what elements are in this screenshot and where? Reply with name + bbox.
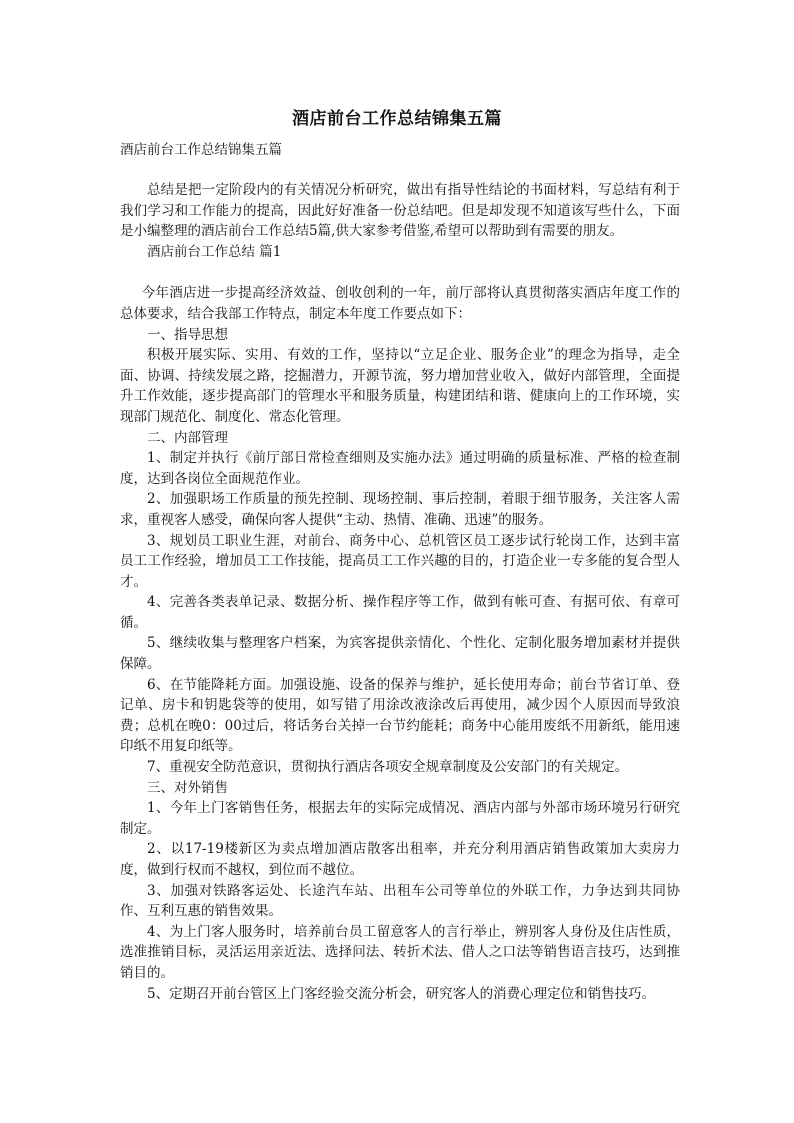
list-item: 7、重视安全防范意识，贯彻执行酒店各项安全规章制度及公安部门的有关规定。 bbox=[147, 759, 629, 776]
paragraph-overview: 今年酒店进一步提高经济效益、创收创利的一年，前厅部将认真贯彻落实酒店年度工作的总体要求，结合我部工作特点，制定本年度工作要点如下： bbox=[120, 285, 680, 322]
document-subtitle: 酒店前台工作总结锦集五篇 bbox=[120, 142, 282, 158]
list-item: 2、以17-19楼新区为卖点增加酒店散客出租率，并充分利用酒店销售政策加大卖房力度，做到行权而不越权，到位而不越位。 bbox=[120, 841, 680, 878]
section-heading-guiding-ideology: 一、指导思想 bbox=[147, 326, 228, 343]
document-title: 酒店前台工作总结锦集五篇 bbox=[292, 109, 502, 129]
list-item: 3、加强对铁路客运处、长途汽车站、出租车公司等单位的外联工作，力争达到共同协作、互利互惠的销售效果。 bbox=[120, 882, 680, 920]
list-item: 2、加强职场工作质量的预先控制、现场控制、事后控制，着眼于细节服务，关注客人需求，重视客人感受，确保向客人提供“主动、热情、准确、迅速”的服务。 bbox=[120, 491, 680, 528]
list-item: 5、继续收集与整理客户档案，为宾客提供亲情化、个性化、定制化服务增加素材并提供保障。 bbox=[120, 635, 680, 673]
list-item: 1、制定并执行《前厅部日常检查细则及实施办法》通过明确的质量标准、严格的检查制度，达到各岗位全面规范作业。 bbox=[120, 450, 680, 487]
list-item: 4、完善各类表单记录、数据分析、操作程序等工作，做到有帐可查、有据可依、有章可循。 bbox=[120, 594, 680, 631]
paragraph-intro: 总结是把一定阶段内的有关情况分析研究，做出有指导性结论的书面材料，写总结有利于我们学习和工作能力的提高，因此好好准备一份总结吧。但是却发现不知道该写些什么，下面是小编整理的酒店前台工作总结5篇,供大家参考借鉴,希望可以帮助到有需要的朋友。 bbox=[120, 182, 680, 240]
list-item: 4、为上门客人服务时，培养前台员工留意客人的言行举止，辨别客人身份及住店性质，选准推销目标，灵活运用亲近法、选择问法、转折术法、借人之口法等销售语言技巧，达到推销目的。 bbox=[120, 923, 680, 981]
section-heading-external-sales: 三、对外销售 bbox=[147, 779, 228, 796]
list-item: 3、规划员工职业生涯，对前台、商务中心、总机管区员工逐步试行轮岗工作，达到丰富员工工作经验，增加员工工作技能，提高员工工作兴趣的目的，打造企业一专多能的复合型人才。 bbox=[120, 532, 680, 590]
list-item: 1、今年上门客销售任务，根据去年的实际完成情况、酒店内部与外部市场环境另行研究制定。 bbox=[120, 800, 680, 837]
section-heading-part1: 酒店前台工作总结 篇1 bbox=[147, 243, 282, 260]
list-item: 6、在节能降耗方面。加强设施、设备的保养与维护，延长使用寿命；前台节省订单、登记单、房卡和钥匙袋等的使用，如写错了用涂改液涂改后再使用，减少因个人原因而导致浪费；总机在晚0：00过后，将话务台关掉一台节约能耗；商务中心能用废纸不用新纸，能用速印纸不用复印纸等。 bbox=[120, 676, 680, 755]
paragraph: 积极开展实际、实用、有效的工作，坚持以“立足企业、服务企业”的理念为指导，走全面、协调、持续发展之路，挖掘潜力，开源节流，努力增加营业收入，做好内部管理，全面提升工作效能，逐步提高部门的管理水平和服务质量，构建团结和谐、健康向上的工作环境，实现部门规范化、制度化、常态化管理。 bbox=[120, 347, 680, 425]
list-item: 5、定期召开前台管区上门客经验交流分析会，研究客人的消费心理定位和销售技巧。 bbox=[147, 985, 656, 1002]
section-heading-internal-management: 二、内部管理 bbox=[147, 429, 228, 446]
document-body bbox=[120, 180, 680, 1004]
